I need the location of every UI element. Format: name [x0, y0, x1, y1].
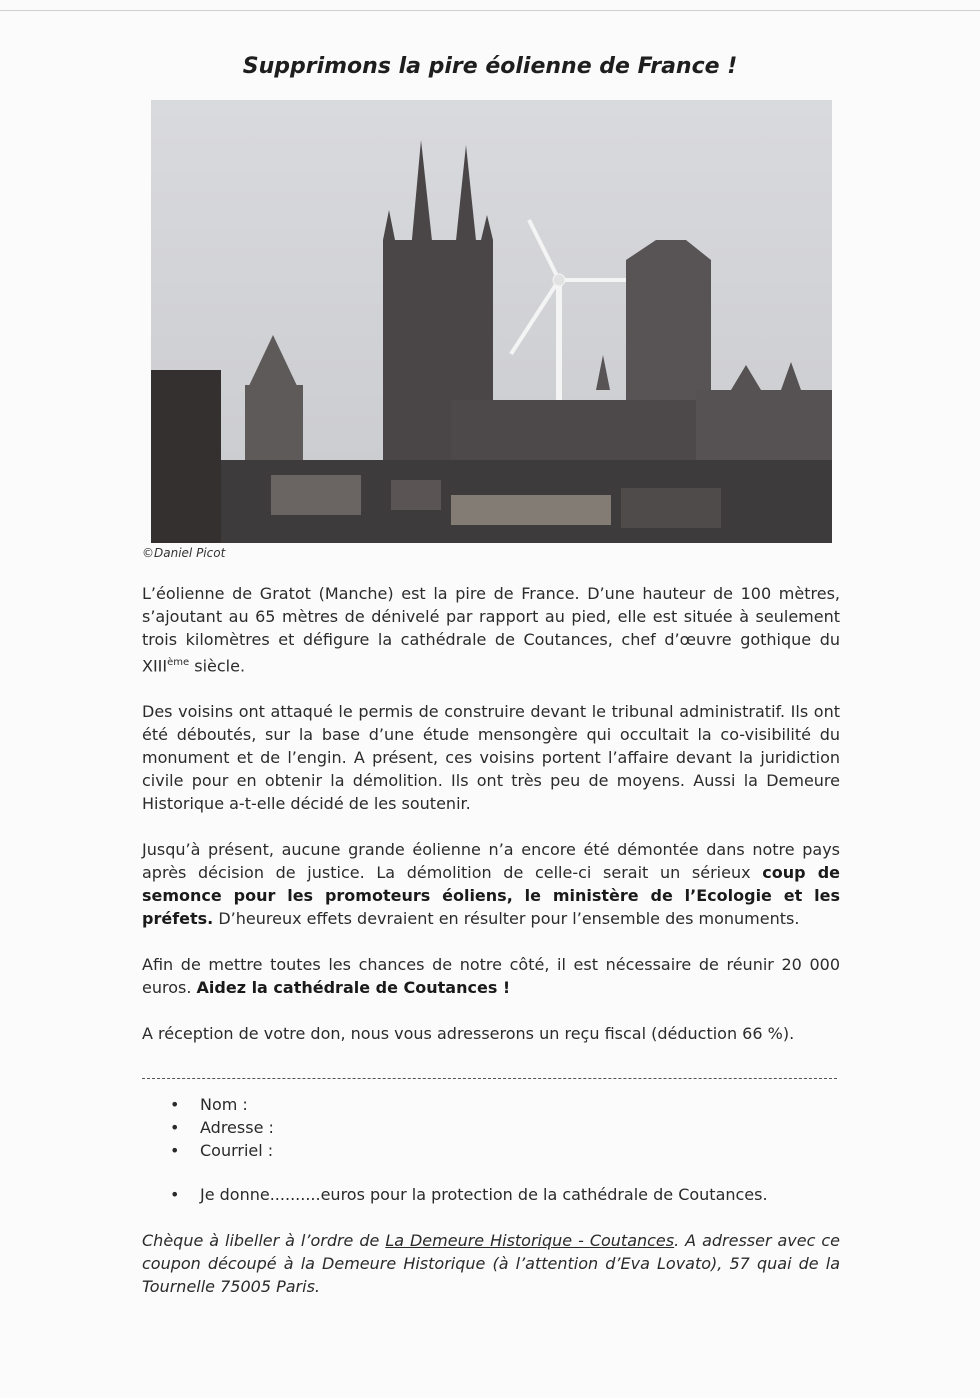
field-courriel: • Courriel : [142, 1139, 274, 1162]
cut-line [142, 1078, 837, 1079]
top-rule [0, 10, 980, 11]
paragraph-1: L’éolienne de Gratot (Manche) est la pire de France. D’une hauteur de 100 mètres, s’ajoutant au 65 mètres de dénivelé par rapport au pied, elle est située à seulement trois kilomètres et défigure la cathédrale de Coutances, chef d’œuvre gothique du XIIIème siècle. [142, 584, 840, 676]
paragraph-2: Des voisins ont attaqué le permis de construire devant le tribunal administratif. Ils ont été déboutés, sur la base d’une étude mensongère qui occultait la co-visibilité du monument et de l’engin. A présent, ces voisins portent l’affaire devant la juridiction civile pour en obtenir la démolition. Ils ont très peu de moyens. Aussi la Demeure Historique a-t-elle décidé de les soutenir. [142, 702, 840, 813]
paragraph-4: Afin de mettre toutes les chances de notre côté, il est nécessaire de réunir 20 000 euros. Aidez la cathédrale de Coutances ! [142, 955, 840, 997]
payee-name: La Demeure Historique - Coutances [385, 1231, 675, 1250]
field-adresse: • Adresse : [142, 1116, 274, 1139]
cheque-instructions: Chèque à libeller à l’ordre de La Demeure Historique - Coutances. A adresser avec ce coupon découpé à la Demeure Historique (à l’attention d’Eva Lovato), 57 quai de la Tournelle 75005 Paris. [142, 1231, 841, 1296]
paragraph-5: A réception de votre don, nous vous adresserons un reçu fiscal (déduction 66 %). [142, 1024, 795, 1043]
page-title: Supprimons la pire éolienne de France ! [242, 54, 738, 79]
paragraph-3: Jusqu’à présent, aucune grande éolienne n’a encore été démontée dans notre pays après décision de justice. La démolition de celle-ci serait un sérieux coup de semonce pour les promoteurs éoliens, le ministère de l’Ecologie et les préfets. D’heureux effets devraient en résulter pour l’ensemble des monuments. [142, 840, 841, 928]
cathedral-photo [151, 100, 832, 543]
donation-line: • Je donne..........euros pour la protection de la cathédrale de Coutances. [142, 1183, 768, 1206]
field-nom: • Nom : [142, 1093, 274, 1116]
coupon-fields [142, 1093, 274, 1162]
photo-credit: ©Daniel Picot [142, 546, 226, 560]
